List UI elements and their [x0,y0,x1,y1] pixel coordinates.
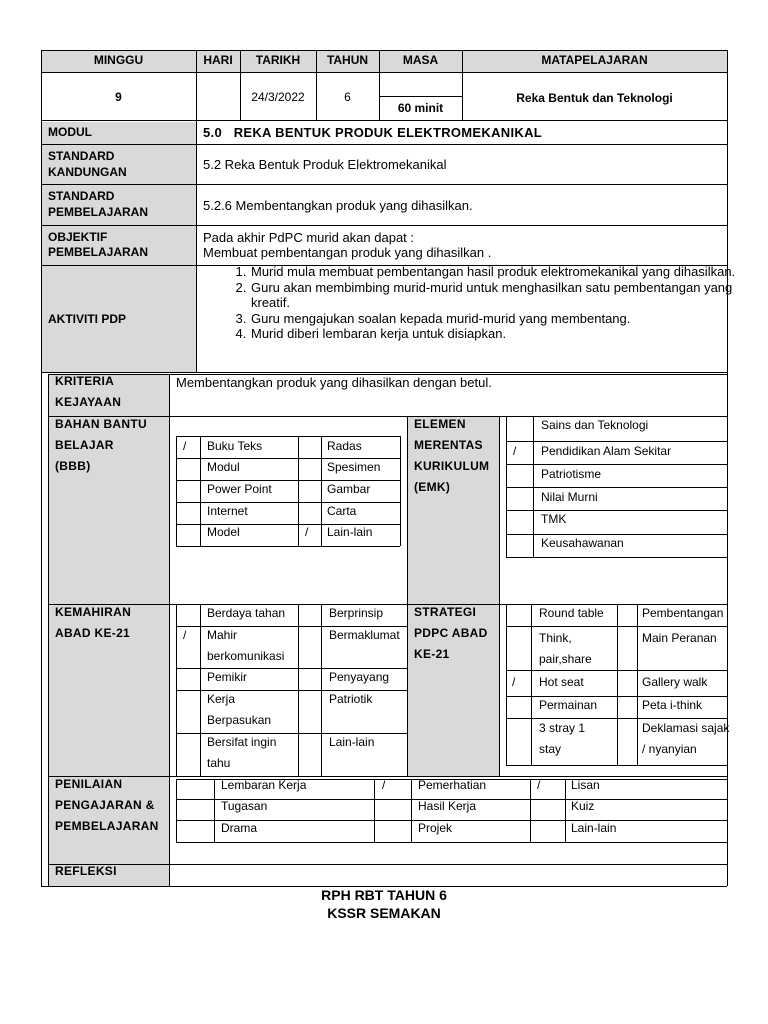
strategi-item: Permainan [539,698,598,712]
strategi-item: Gallery walk [642,675,708,689]
strategi-item: 3 stray 1 [539,721,586,735]
penilaian-mark: / [537,778,541,792]
penilaian-label-1: PENILAIAN [55,777,123,791]
standard-pembelajaran-label-1: STANDARD [48,189,115,203]
kemahiran-item: Kerja [207,692,236,706]
header-tarikh: TARIKH [255,53,301,67]
emk-label-3: KURIKULUM [414,459,490,473]
penilaian-label-2: PENGAJARAN & [55,798,155,812]
header-minggu: MINGGU [93,53,144,67]
strategi-item: Main Peranan [642,631,717,645]
aktiviti-list [203,264,768,342]
emk-item: TMK [541,512,567,526]
penilaian-item: Lembaran Kerja [221,778,307,792]
kemahiran-item: Berdaya tahan [207,606,286,620]
aktiviti-label: AKTIVITI PDP [48,312,127,326]
strategi-item: stay [539,742,562,756]
bbb-item: Modul [207,460,240,474]
kriteria-value: Membentangkan produk yang dihasilkan dengan betul. [176,375,492,390]
kemahiran-item: Lain-lain [329,735,375,749]
strategi-item: Hot seat [539,675,584,689]
bbb-item: Power Point [207,482,272,496]
bbb-item: Spesimen [327,460,381,474]
header-masa: MASA [402,53,439,67]
aktiviti-item: 3. Guru mengajukan soalan kepada murid-murid yang membentang. [250,311,768,327]
penilaian-item: Hasil Kerja [418,799,477,813]
strategi-item: Round table [539,606,604,620]
kemahiran-item: Bersifat ingin [207,735,277,749]
objektif-line-1: Pada akhir PdPC murid akan dapat : [203,230,415,245]
bbb-item: Gambar [327,482,371,496]
value-minggu: 9 [115,90,122,104]
penilaian-item: Lain-lain [571,821,617,835]
footer-subtitle: KSSR SEMAKAN [327,905,441,921]
kemahiran-item: Penyayang [329,670,390,684]
objektif-line-2: Membuat pembentangan produk yang dihasilkan . [203,245,492,260]
penilaian-item: Lisan [571,778,600,792]
kemahiran-label-1: KEMAHIRAN [55,605,132,619]
penilaian-label-3: PEMBELAJARAN [55,819,159,833]
aktiviti-item: 1. Murid mula membuat pembentangan hasil produk elektromekanikal yang dihasilkan. [250,264,768,280]
modul-value: 5.0 REKA BENTUK PRODUK ELEKTROMEKANIKAL [203,125,543,140]
bbb-mark: / [305,525,309,539]
aktiviti-item: 4. Murid diberi lembaran kerja untuk disiapkan. [250,326,768,342]
penilaian-item: Tugasan [221,799,268,813]
emk-label-2: MERENTAS [414,438,483,452]
bbb-item: Model [207,525,240,539]
emk-label-4: (EMK) [414,480,451,494]
kemahiran-mark: / [183,628,187,642]
emk-item: Keusahawanan [541,536,624,550]
emk-mark: / [513,444,517,458]
strategi-label-1: STRATEGI [414,605,477,619]
penilaian-mark: / [382,778,386,792]
emk-item: Nilai Murni [541,490,598,504]
penilaian-item: Projek [418,821,453,835]
standard-pembelajaran-value: 5.2.6 Membentangkan produk yang dihasilkan. [203,198,473,213]
header-tahun: TAHUN [326,53,369,67]
strategi-item: pair,share [539,652,592,666]
footer-title: RPH RBT TAHUN 6 [321,887,447,903]
header-matapelajaran: MATAPELAJARAN [541,53,648,67]
emk-item: Sains dan Teknologi [541,418,649,432]
standard-kandungan-label-2: KANDUNGAN [48,165,127,179]
strategi-item: Pembentangan [642,606,724,620]
header-hari: HARI [203,53,233,67]
kemahiran-item: Mahir [207,628,238,642]
objektif-label-1: OBJEKTIF [48,230,108,244]
penilaian-item: Pemerhatian [418,778,487,792]
value-masa: 60 minit [397,101,444,115]
value-tahun: 6 [344,90,351,104]
bbb-label-1: BAHAN BANTU [55,417,147,431]
refleksi-label: REFLEKSI [55,864,117,878]
strategi-item: / nyanyian [642,742,697,756]
bbb-item: Buku Teks [207,439,263,453]
value-tarikh: 24/3/2022 [251,90,305,104]
aktiviti-item: 2. Guru akan membimbing murid-murid untuk menghasilkan satu pembentangan yang kreatif. [250,280,768,311]
standard-pembelajaran-label-2: PEMBELAJARAN [48,205,149,219]
modul-label: MODUL [48,125,92,139]
strategi-label-3: KE-21 [414,647,450,661]
refleksi-value[interactable] [176,866,721,884]
kemahiran-label-2: ABAD KE-21 [55,626,131,640]
bbb-label-2: BELAJAR [55,438,114,452]
kemahiran-item: Patriotik [329,692,373,706]
objektif-label-2: PEMBELAJARAN [48,245,149,259]
strategi-item: Peta i-think [642,698,703,712]
bbb-mark: / [183,439,187,453]
kriteria-label-2: KEJAYAAN [55,395,122,409]
strategi-item: Think, [539,631,572,645]
bbb-label-3: (BBB) [55,459,91,473]
emk-label-1: ELEMEN [414,417,466,431]
kemahiran-item: Pemikir [207,670,248,684]
standard-kandungan-value: 5.2 Reka Bentuk Produk Elektromekanikal [203,157,447,172]
kemahiran-item: Berprinsip [329,606,384,620]
kemahiran-item: Bermaklumat [329,628,400,642]
strategi-item: Deklamasi sajak [642,721,730,735]
kemahiran-item: tahu [207,756,231,770]
emk-item: Patriotisme [541,467,602,481]
kemahiran-item: Berpasukan [207,713,272,727]
bbb-item: Radas [327,439,362,453]
bbb-item: Lain-lain [327,525,373,539]
emk-item: Pendidikan Alam Sekitar [541,444,672,458]
value-matapelajaran: Reka Bentuk dan Teknologi [516,91,673,105]
kriteria-label-1: KRITERIA [55,374,115,388]
standard-kandungan-label-1: STANDARD [48,149,115,163]
kemahiran-item: berkomunikasi [207,649,285,663]
penilaian-item: Drama [221,821,258,835]
strategi-mark: / [512,675,516,689]
penilaian-item: Kuiz [571,799,595,813]
bbb-item: Internet [207,504,248,518]
strategi-label-2: PDPC ABAD [414,626,488,640]
bbb-item: Carta [327,504,357,518]
